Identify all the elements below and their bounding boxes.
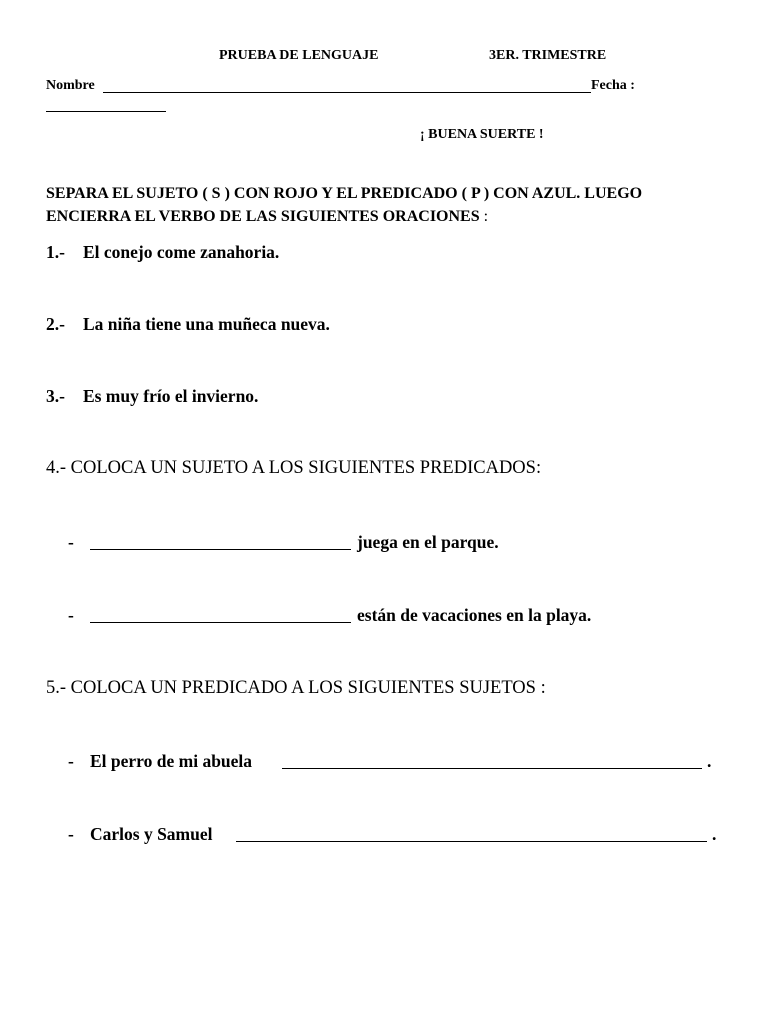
instructions-colon: : (479, 208, 489, 225)
date-field-line[interactable] (46, 111, 166, 112)
section-4-dash-1: - (68, 532, 74, 552)
good-luck-text: ¡ BUENA SUERTE ! (420, 127, 544, 142)
subject-text-1: El perro de mi abuela (90, 751, 253, 771)
sentence-3 (46, 386, 258, 407)
test-title: PRUEBA DE LENGUAJE (219, 48, 379, 63)
name-field-line[interactable] (103, 92, 591, 93)
sentence-number: 2.- (46, 314, 65, 334)
sentence-2 (46, 314, 330, 335)
sentence-text: La niña tiene una muñeca nueva. (82, 314, 330, 334)
instructions-line-2-text: ENCIERRA EL VERBO DE LAS SIGUIENTES ORACIONES (46, 208, 480, 225)
date-label: Fecha : (591, 78, 635, 93)
sentence-number: 3.- (46, 386, 65, 406)
term-label: 3ER. TRIMESTRE (489, 48, 607, 63)
section-4-dash-2: - (68, 605, 74, 625)
instructions-line-1: SEPARA EL SUJETO ( S ) CON ROJO Y EL PREDICADO ( P ) CON AZUL. LUEGO (46, 185, 643, 202)
sentence-text: El conejo come zanahoria. (82, 242, 280, 262)
sentence-1 (46, 242, 279, 263)
sentence-text: Es muy frío el invierno. (82, 386, 259, 406)
name-label: Nombre (46, 78, 95, 93)
subject-text-2: Carlos y Samuel (90, 824, 213, 844)
predicate-text-1: juega en el parque. (357, 532, 499, 552)
section-5-dash-2: - (68, 824, 74, 844)
end-period-2: . (712, 824, 717, 844)
end-period-1: . (707, 751, 712, 771)
section-4-title: 4.- COLOCA UN SUJETO A LOS SIGUIENTES PREDICADOS: (46, 458, 542, 478)
sentence-number: 1.- (46, 242, 65, 262)
subject-blank-2[interactable] (90, 622, 351, 623)
predicate-text-2: están de vacaciones en la playa. (357, 605, 592, 625)
predicate-blank-1[interactable] (282, 768, 702, 769)
section-5-title: 5.- COLOCA UN PREDICADO A LOS SIGUIENTES SUJETOS : (46, 678, 546, 698)
predicate-blank-2[interactable] (236, 841, 707, 842)
subject-blank-1[interactable] (90, 549, 351, 550)
instructions-line-2 (46, 208, 488, 226)
section-5-dash-1: - (68, 751, 74, 771)
